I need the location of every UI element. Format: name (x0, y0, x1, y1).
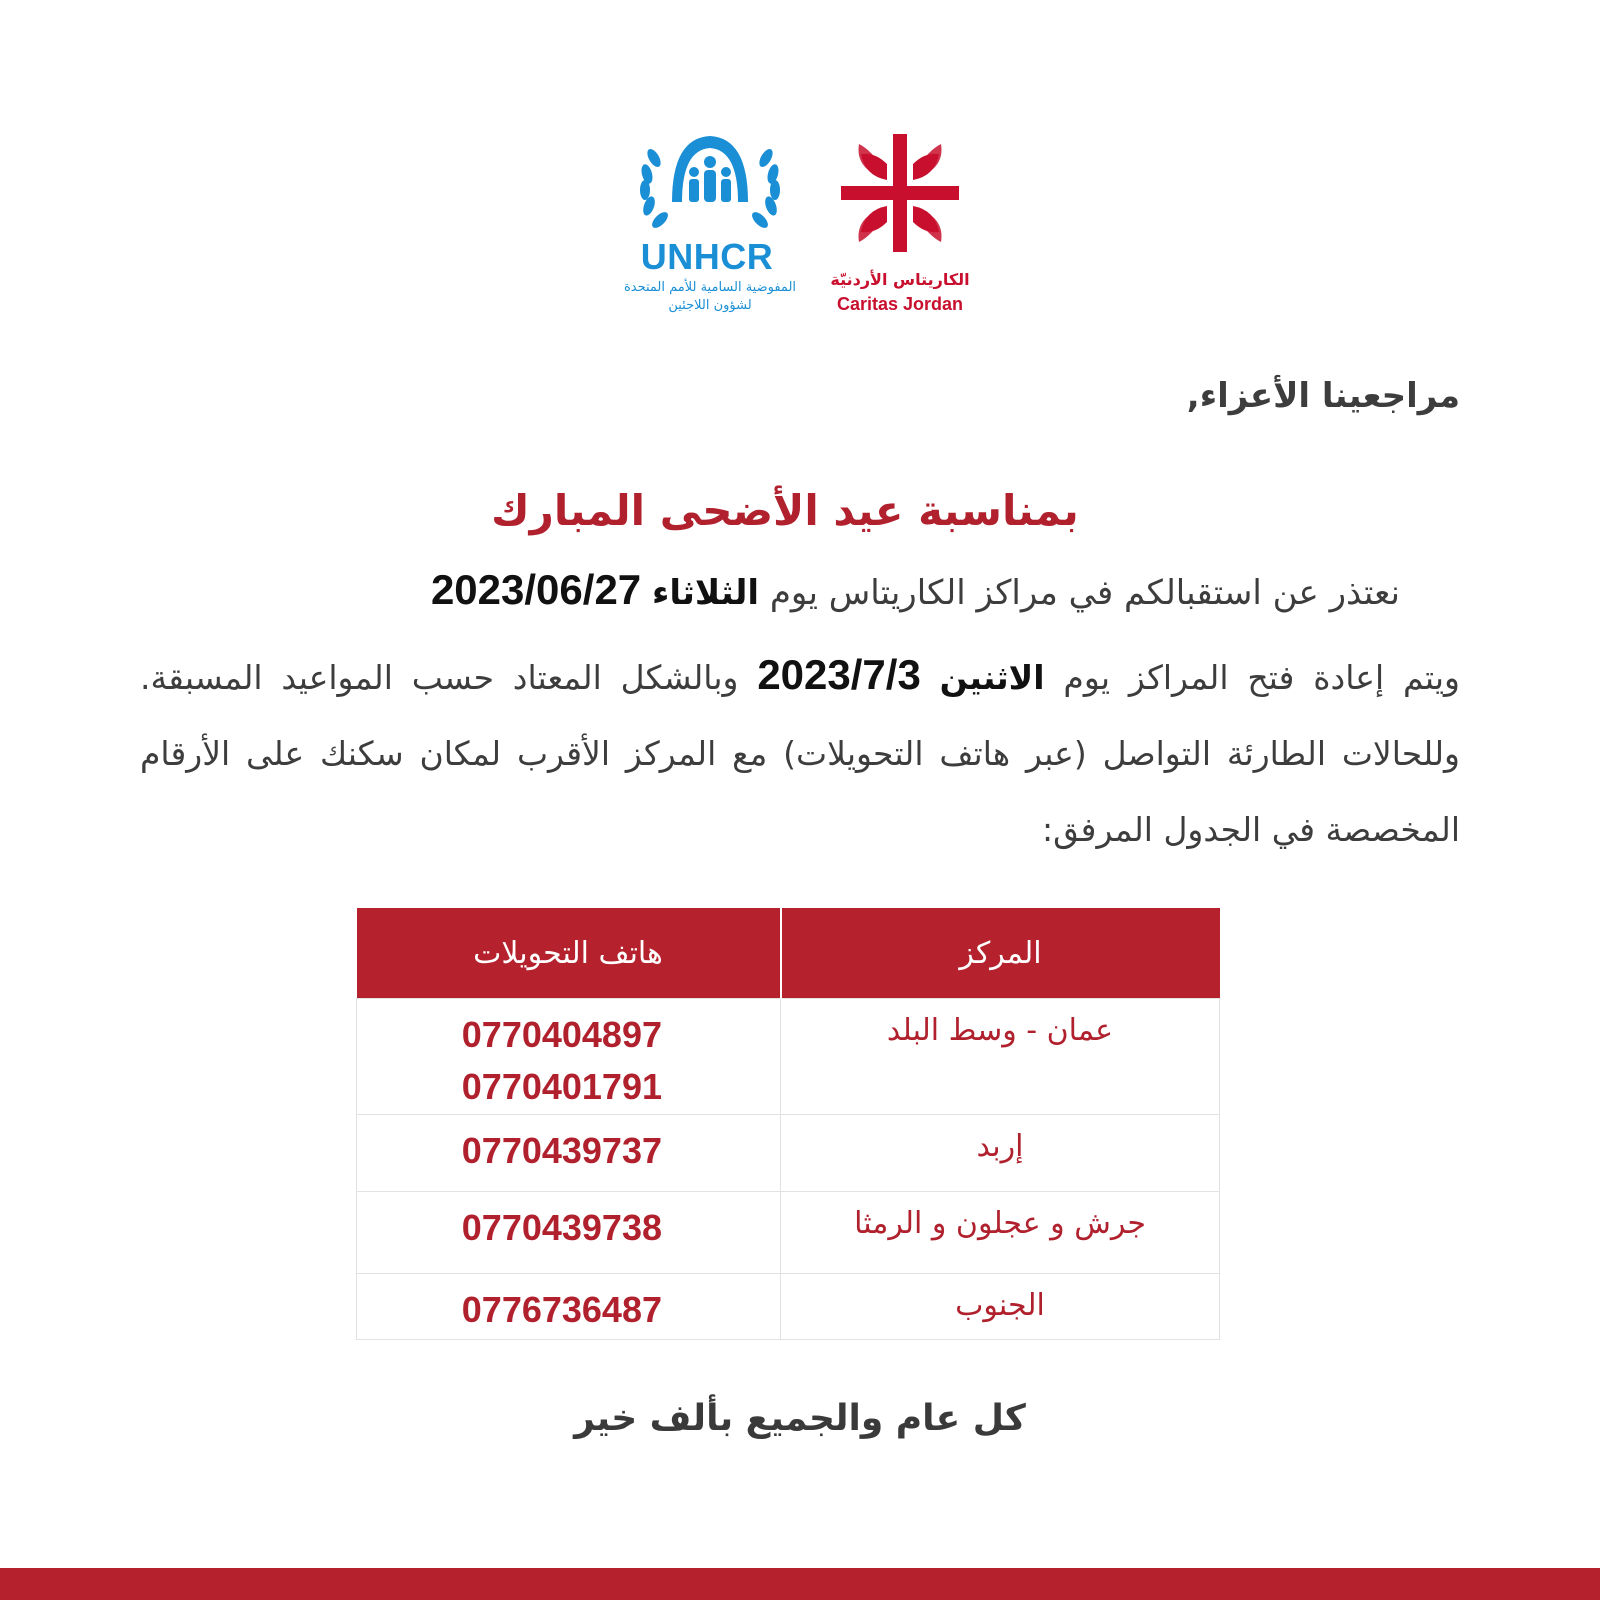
table-row (357, 1115, 1220, 1192)
reopen-date: 2023/7/3 (757, 651, 921, 698)
closure-notice (431, 566, 1400, 614)
centers-table (356, 908, 1220, 1340)
table-row (357, 1192, 1220, 1274)
reopen-text: ويتم إعادة فتح المراكز يوم (1063, 658, 1460, 697)
closure-day: الثلاثاء (651, 573, 760, 613)
phone-number: 0770439738 (461, 1207, 662, 1248)
unhcr-arabic-name-line1: المفوضية السامية للأمم المتحدة (623, 280, 797, 295)
reopen-paragraph (140, 640, 1460, 868)
center-name: جرش و عجلون و الرمثا (781, 1192, 1220, 1274)
logo-bar (610, 128, 980, 328)
page-title: بمناسبة عيد الأضحى المبارك (491, 486, 1079, 535)
phone-number: 0770439737 (461, 1130, 662, 1171)
closing-greeting: كل عام والجميع بألف خير (574, 1398, 1026, 1439)
table-row (357, 1274, 1220, 1340)
caritas-cross-icon (825, 128, 975, 258)
header-center: المركز (781, 908, 1220, 999)
unhcr-emblem-icon (610, 128, 810, 238)
phone-number: 0770404897 (461, 1014, 662, 1055)
reopen-day: الاثنين (939, 658, 1045, 697)
unhcr-arabic-name-line2: لشؤون اللاجئين (668, 298, 752, 313)
center-name: عمان - وسط البلد (781, 999, 1220, 1115)
caritas-logo (825, 128, 975, 328)
caritas-arabic-name: الكاريتاس الأردنيّة (830, 270, 970, 289)
greeting: مراجعينا الأعزاء, (1186, 376, 1460, 416)
center-name: الجنوب (781, 1274, 1220, 1340)
unhcr-wordmark: UNHCR (640, 236, 774, 277)
bottom-accent-bar (0, 1568, 1600, 1600)
phone-cell (357, 999, 781, 1115)
phone-number: 0770401791 (461, 1066, 662, 1107)
table-row (357, 999, 1220, 1115)
table-header-row (357, 908, 1220, 999)
center-name: إربد (781, 1115, 1220, 1192)
phone-number: 0776736487 (461, 1289, 662, 1330)
reopen-details: وبالشكل المعتاد حسب المواعيد المسبقة. وللحالات الطارئة التواصل (عبر هاتف التحويلات) مع المركز الأقرب لمكان سكنك على الأرقام المخصصة في الجدول المرفق: (140, 658, 1460, 849)
closure-date: 2023/06/27 (430, 566, 642, 613)
phone-cell (357, 1115, 781, 1192)
header-phone: هاتف التحويلات (357, 908, 781, 999)
closure-text: نعتذر عن استقبالكم في مراكز الكاريتاس يوم (769, 573, 1400, 613)
caritas-english-name: Caritas Jordan (836, 294, 964, 314)
phone-cell (357, 1274, 781, 1340)
unhcr-logo (610, 128, 810, 328)
phone-cell (357, 1192, 781, 1274)
